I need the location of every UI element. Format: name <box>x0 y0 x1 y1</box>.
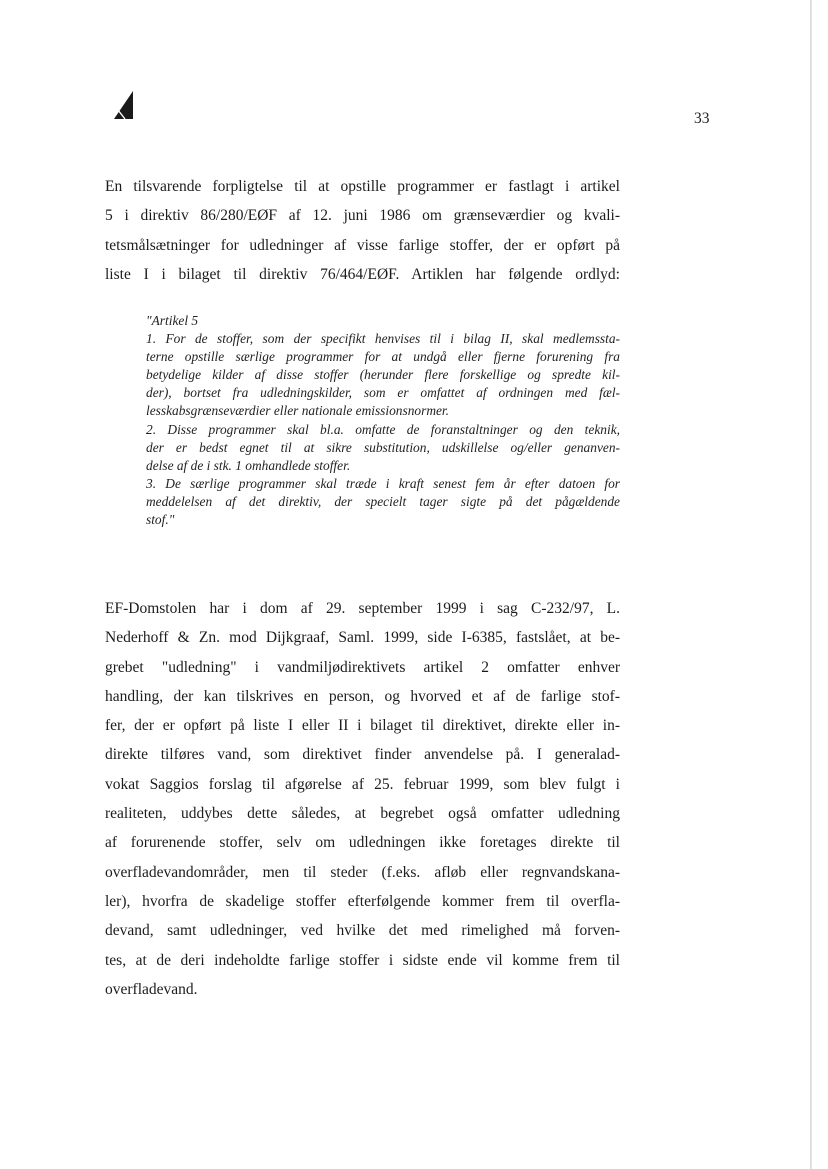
quote-line: delse af de i stk. 1 omhandlede stoffer. <box>146 457 351 473</box>
page-number: 33 <box>694 110 710 127</box>
paragraph-1 <box>105 172 620 289</box>
quote-line: betydelige kilder af disse stoffer (herunder flere forskellige og spredte kil- <box>146 367 620 383</box>
quote-line: 1. For de stoffer, som der specifikt henvises til i bilag II, skal medlemssta- <box>146 331 620 347</box>
text-line: fer, der er opført på liste I eller II i bilaget til direktivet, direkte eller in- <box>105 717 620 735</box>
text-line: EF-Domstolen har i dom af 29. september 1999 i sag C-232/97, L. <box>105 600 620 617</box>
text-line: devand, samt udledninger, ved hvilke det med rimelighed må forven- <box>105 922 620 940</box>
quote-line: "Artikel 5 <box>146 313 199 328</box>
text-line: overfladevand. <box>105 980 198 998</box>
text-line: tetsmålsætninger for udledninger af visse farlige stoffer, der er opført på <box>105 236 620 254</box>
quote-line: stof." <box>146 512 175 528</box>
paragraph-2 <box>105 594 620 1004</box>
logo-icon <box>112 90 136 120</box>
quote-line: der), bortset fra udledningskilder, som er omfattet af ordningen med fæl- <box>146 385 620 401</box>
text-line: 5 i direktiv 86/280/EØF af 12. juni 1986 om grænseværdier og kvali- <box>105 207 620 225</box>
text-line: En tilsvarende forpligtelse til at opstille programmer er fastlagt i artikel <box>105 178 620 195</box>
text-line: af forurenende stoffer, selv om udledningen ikke foretages direkte til <box>105 834 620 852</box>
quote-line: 2. Disse programmer skal bl.a. omfatte de foranstaltninger og den teknik, <box>146 421 620 437</box>
quote-line: meddelelsen af det direktiv, der specielt tager sigte på det pågældende <box>146 493 620 509</box>
text-line: ler), hvorfra de skadelige stoffer efterfølgende kommer frem til overfla- <box>105 892 620 910</box>
quote-line: der er bedst egnet til at sikre substitution, udskillelse og/eller genanven- <box>146 439 620 455</box>
text-line: realiteten, uddybes dette således, at begrebet også omfatter udledning <box>105 805 620 823</box>
page-edge-line <box>810 0 812 1169</box>
text-line: liste I i bilaget til direktiv 76/464/EØF. Artiklen har følgende ordlyd: <box>105 265 620 283</box>
text-line: Nederhoff & Zn. mod Dijkgraaf, Saml. 1999, side I-6385, fastslået, at be- <box>105 629 620 647</box>
text-line: tes, at de deri indeholdte farlige stoffer i sidste ende vil komme frem til <box>105 951 620 969</box>
text-line: direkte tilføres vand, som direktivet finder anvendelse på. I generalad- <box>105 746 620 764</box>
text-line: overfladevandområder, men til steder (f.eks. afløb eller regnvandskana- <box>105 863 620 881</box>
article-quote <box>146 312 620 529</box>
text-line: handling, der kan tilskrives en person, og hvorved et af de farlige stof- <box>105 687 620 705</box>
text-line: vokat Saggios forslag til afgørelse af 25. februar 1999, som blev fulgt i <box>105 775 620 793</box>
quote-line: terne opstille særlige programmer for at undgå eller fjerne forurening fra <box>146 349 620 365</box>
quote-line: 3. De særlige programmer skal træde i kraft senest fem år efter datoen for <box>146 475 620 491</box>
quote-line: lesskabsgrænseværdier eller nationale emissionsnormer. <box>146 403 450 419</box>
text-line: grebet "udledning" i vandmiljødirektivets artikel 2 omfatter enhver <box>105 658 620 676</box>
